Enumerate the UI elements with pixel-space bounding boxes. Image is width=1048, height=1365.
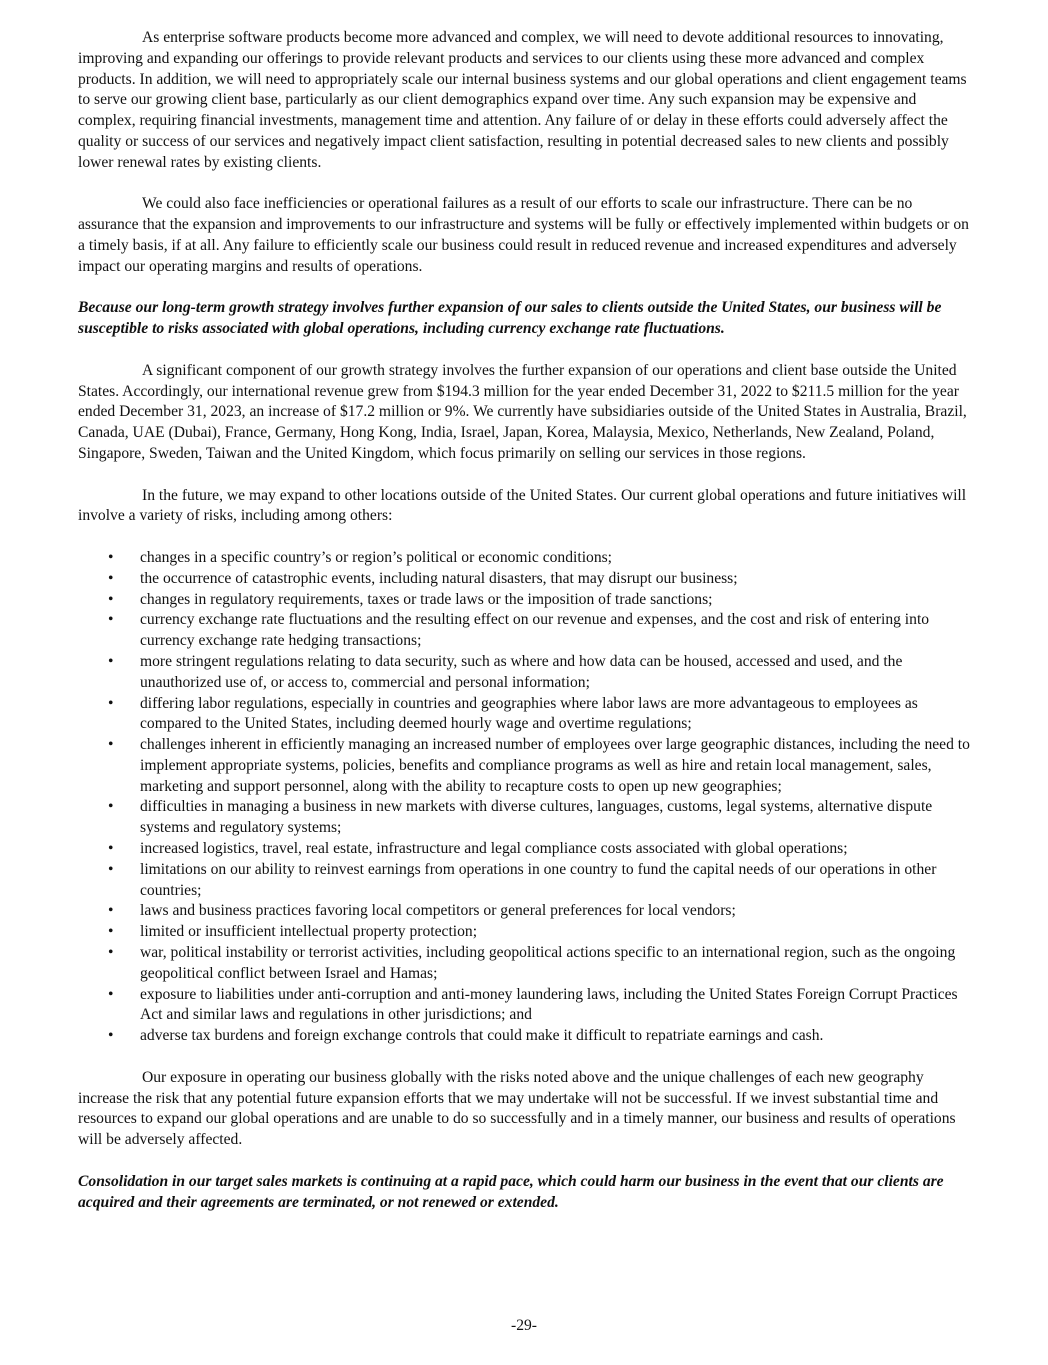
bullet-icon: • bbox=[108, 1027, 114, 1045]
paragraph-global-exposure: Our exposure in operating our business globally with the risks noted above and the unique challenges of each new geography increase the risk that any potential future expansion efforts that we may undertake will not be successful. If we invest substantial time and resources to expand our global operations and are unable to do so successfully and in a timely manner, our business and results of operations will be adversely affected. bbox=[78, 1068, 956, 1149]
list-item-text: more stringent regulations relating to data security, such as where and how data can be housed, accessed and used, and the unauthorized use of, or access to, commercial and personal information; bbox=[140, 652, 903, 691]
risk-heading-consolidation: Consolidation in our target sales markets is continuing at a rapid pace, which could harm our business in the event that our clients are acquired and their agreements are terminated, or not renewed or extended. bbox=[78, 1172, 944, 1211]
list-item-text: exposure to liabilities under anti-corruption and anti-money laundering laws, including the United States Foreign Corrupt Practices Act and similar laws and regulations in other jurisdictions; and bbox=[140, 985, 958, 1024]
list-item bbox=[78, 901, 970, 922]
list-item-text: increased logistics, travel, real estate, infrastructure and legal compliance costs associated with global operations; bbox=[140, 840, 848, 858]
list-item-text: changes in a specific country’s or region’s political or economic conditions; bbox=[140, 548, 613, 566]
bullet-icon: • bbox=[108, 652, 114, 670]
bullet-icon: • bbox=[108, 611, 114, 629]
list-item bbox=[78, 694, 970, 736]
paragraph-future-expansion: In the future, we may expand to other locations outside of the United States. Our current global operations and future initiatives will involve a variety of risks, including among others: bbox=[78, 486, 967, 525]
list-item-text: the occurrence of catastrophic events, including natural disasters, that may disrupt our business; bbox=[140, 569, 738, 587]
list-item-text: limited or insufficient intellectual property protection; bbox=[140, 923, 478, 941]
bullet-icon: • bbox=[108, 944, 114, 962]
list-item bbox=[78, 860, 970, 902]
bullet-icon: • bbox=[108, 694, 114, 712]
page-number: -29- bbox=[511, 1317, 537, 1334]
bullet-icon: • bbox=[108, 923, 114, 941]
list-item-text: changes in regulatory requirements, taxes or trade laws or the imposition of trade sanctions; bbox=[140, 590, 713, 608]
bullet-icon: • bbox=[108, 590, 114, 608]
bullet-icon: • bbox=[108, 736, 114, 754]
bullet-icon: • bbox=[108, 840, 114, 858]
bullet-icon: • bbox=[108, 985, 114, 1003]
list-item-text: laws and business practices favoring local competitors or general preferences for local vendors; bbox=[140, 902, 736, 920]
list-item-text: adverse tax burdens and foreign exchange controls that could make it difficult to repatriate earnings and cash. bbox=[140, 1027, 824, 1045]
list-item bbox=[78, 590, 970, 611]
list-item bbox=[78, 652, 970, 694]
list-item bbox=[78, 569, 970, 590]
bullet-icon: • bbox=[108, 902, 114, 920]
list-item bbox=[78, 943, 970, 985]
bullet-icon: • bbox=[108, 548, 114, 566]
list-item bbox=[78, 985, 970, 1027]
list-item bbox=[78, 610, 970, 652]
document-page bbox=[78, 28, 970, 1234]
list-item bbox=[78, 548, 970, 569]
list-item bbox=[78, 1026, 970, 1047]
bullet-icon: • bbox=[108, 860, 114, 878]
list-item bbox=[78, 735, 970, 797]
risk-heading-global-operations: Because our long-term growth strategy involves further expansion of our sales to clients outside the United States, our business will be susceptible to risks associated with global operations, including currency exchange rate fluctuations. bbox=[78, 299, 942, 338]
list-item-text: differing labor regulations, especially in countries and geographies where labor laws are more advantageous to employees as compared to the United States, including deemed hourly wage and overtime regulations; bbox=[140, 694, 918, 733]
paragraph-international-revenue: A significant component of our growth strategy involves the further expansion of our operations and client base outside the United States. Accordingly, our international revenue grew from $194.3 million for the year ended December 31, 2022 to $211.5 million for the year ended December 31, 2023, an increase of $17.2 million or 9%. We currently have subsidiaries outside of the United States in Australia, Brazil, Canada, UAE (Dubai), France, Germany, Hong Kong, India, Israel, Japan, Korea, Malaysia, Mexico, Netherlands, New Zealand, Poland, Singapore, Sweden, Taiwan and the United Kingdom, which focus primarily on selling our services in those regions. bbox=[78, 361, 967, 462]
list-item-text: difficulties in managing a business in new markets with diverse cultures, languages, customs, legal systems, alternative dispute systems and regulatory systems; bbox=[140, 798, 933, 837]
paragraph-scaling-offerings: As enterprise software products become more advanced and complex, we will need to devote additional resources to innovating, improving and expanding our offerings to provide relevant products and services to our clients using these more advanced and complex products. In addition, we will need to appropriately scale our internal business systems and our global operations and client engagement teams to serve our growing client base, particularly as our client demographics expand over time. Any such expansion may be expensive and complex, requiring financial investments, management time and attention. Any failure of or delay in these efforts could adversely affect the quality or success of our services and negatively impact client satisfaction, resulting in potential decreased sales to new clients and possibly lower renewal rates by existing clients. bbox=[78, 29, 967, 171]
list-item bbox=[78, 797, 970, 839]
list-item bbox=[78, 922, 970, 943]
list-item-text: challenges inherent in efficiently managing an increased number of employees over large geographic distances, including the need to implement appropriate systems, policies, benefits and compliance programs as well as hire and retain local management, sales, marketing and support personnel, along with the ability to recapture costs to open up new geographies; bbox=[140, 736, 970, 795]
bullet-icon: • bbox=[108, 798, 114, 816]
paragraph-scaling-infrastructure: We could also face inefficiencies or operational failures as a result of our efforts to scale our infrastructure. There can be no assurance that the expansion and improvements to our infrastructure and systems will be fully or effectively implemented within budgets or on a timely basis, if at all. Any failure to efficiently scale our business could result in reduced revenue and increased expenditures and adversely impact our operating margins and results of operations. bbox=[78, 195, 969, 275]
list-item bbox=[78, 839, 970, 860]
risk-list bbox=[78, 548, 970, 1047]
list-item-text: currency exchange rate fluctuations and the resulting effect on our revenue and expenses, and the cost and risk of entering into currency exchange rate hedging transactions; bbox=[140, 611, 930, 650]
list-item-text: limitations on our ability to reinvest earnings from operations in one country to fund the capital needs of our operations in other countries; bbox=[140, 860, 937, 899]
bullet-icon: • bbox=[108, 569, 114, 587]
list-item-text: war, political instability or terrorist activities, including geopolitical actions specific to an international region, such as the ongoing geopolitical conflict between Israel and Hamas; bbox=[140, 944, 956, 982]
